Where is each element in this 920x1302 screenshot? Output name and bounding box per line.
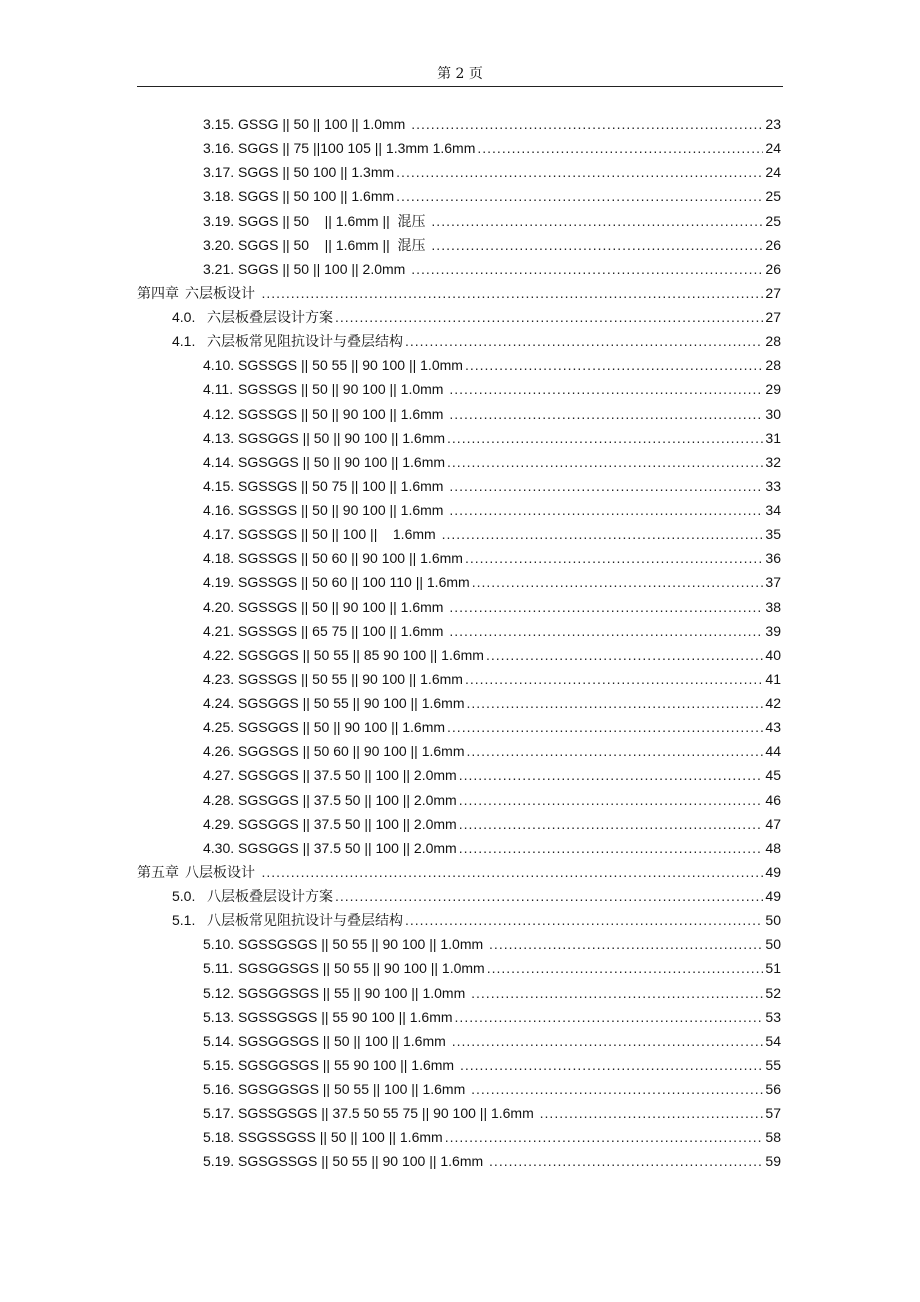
toc-entry-title: SGSGGSGS || 55 90 100 || 1.6mm (238, 1056, 458, 1073)
toc-entry-page-number: 44 (765, 743, 781, 760)
toc-entry-page-number: 56 (765, 1081, 781, 1097)
toc-subsection-entry[interactable] (137, 522, 781, 546)
toc-dot-leader (431, 209, 763, 233)
toc-entry-page-number: 28 (765, 357, 781, 374)
toc-entry-number: 5.10. (203, 936, 235, 953)
toc-dot-leader (396, 184, 763, 208)
toc-entry-title: SGSSGS || 50 || 100 || 1.6mm (238, 526, 440, 543)
toc-dot-leader (465, 353, 763, 377)
toc-dot-leader (466, 691, 763, 715)
toc-chapter-entry[interactable] (137, 860, 781, 884)
toc-subsection-entry[interactable] (137, 353, 781, 377)
toc-entry-title: SGSGGS || 50 55 || 85 90 100 || 1.6mm (238, 646, 484, 663)
toc-subsection-entry[interactable] (137, 546, 781, 570)
toc-entry-title: SGGS || 50 100 || 1.3mm (238, 164, 395, 181)
toc-entry-number: 4.26. (203, 743, 235, 760)
toc-entry-page-number: 26 (765, 236, 781, 253)
toc-subsection-entry[interactable] (137, 836, 781, 860)
toc-entry-number: 4.14. (203, 453, 235, 470)
toc-dot-leader (449, 402, 763, 426)
toc-entry-number: 4.27. (203, 767, 235, 784)
toc-entry-number: 4.22. (203, 646, 235, 663)
toc-entry-number: 3.15. (203, 116, 235, 132)
toc-entry-page-number: 37 (765, 574, 781, 591)
toc-dot-leader (477, 136, 763, 160)
toc-entry-title: SGSSGS || 50 60 || 100 110 || 1.6mm (238, 574, 470, 591)
toc-entry-page-number: 34 (765, 502, 781, 518)
toc-entry-page-number: 27 (765, 309, 781, 325)
toc-dot-leader (396, 160, 763, 184)
toc-entry-title: SGSGGS || 50 55 || 90 100 || 1.6mm (238, 695, 465, 711)
toc-entry-number: 5.13. (203, 1008, 235, 1025)
page-header-text: 第 2 页 (437, 66, 483, 82)
toc-dot-leader (486, 643, 763, 667)
toc-dot-leader (455, 1005, 763, 1029)
toc-entry-number: 4.23. (203, 670, 235, 687)
toc-entry-page-number: 25 (765, 212, 781, 229)
toc-dot-leader (449, 474, 763, 498)
toc-entry-page-number: 25 (765, 188, 781, 205)
page-header (137, 62, 783, 87)
toc-subsection-entry[interactable] (137, 377, 781, 401)
toc-dot-leader (411, 112, 763, 136)
toc-entry-title: 六层板叠层设计方案 (207, 310, 333, 326)
toc-entry-title: SGSGGS || 37.5 50 || 100 || 2.0mm (238, 815, 457, 832)
toc-entry-page-number: 53 (765, 1008, 781, 1025)
toc-entry-page-number: 27 (765, 284, 781, 301)
toc-entry-page-number: 39 (765, 622, 781, 639)
toc-chapter-entry[interactable] (137, 281, 781, 305)
toc-entry-number: 4.30. (203, 839, 235, 856)
toc-entry-title: SGSSGS || 50 60 || 90 100 || 1.6mm (238, 550, 463, 567)
toc-entry-page-number: 29 (765, 381, 781, 398)
toc-subsection-entry[interactable] (137, 1029, 781, 1053)
toc-dot-leader (335, 305, 763, 329)
toc-entry-page-number: 49 (765, 888, 781, 904)
toc-entry-title: SGSGGS || 50 || 90 100 || 1.6mm (238, 719, 446, 736)
toc-subsection-entry[interactable] (137, 667, 781, 691)
toc-dot-leader (459, 812, 763, 836)
toc-entry-title: 六层板常见阻抗设计与叠层结构 (207, 334, 403, 351)
toc-entry-number: 4.13. (203, 429, 235, 446)
toc-dot-leader (447, 426, 763, 450)
toc-entry-number: 5.19. (203, 1153, 235, 1170)
toc-entry-number: 4.24. (203, 695, 235, 711)
toc-dot-leader (459, 836, 763, 860)
toc-dot-leader (471, 1077, 763, 1101)
toc-dot-leader (449, 595, 763, 619)
toc-entry-page-number: 36 (765, 550, 781, 567)
toc-subsection-entry[interactable] (137, 233, 781, 257)
toc-entry-title: SGGS || 50 || 1.6mm || 混压 (238, 236, 430, 253)
toc-entry-number: 4.17. (203, 526, 235, 543)
toc-entry-page-number: 31 (765, 429, 781, 446)
toc-subsection-entry[interactable] (137, 257, 781, 281)
toc-entry-number: 4.0. (172, 309, 196, 325)
toc-dot-leader (405, 329, 763, 353)
toc-entry-page-number: 43 (765, 719, 781, 736)
toc-entry-page-number: 55 (765, 1056, 781, 1073)
toc-entry-number: 4.15. (203, 477, 235, 494)
toc-subsection-entry[interactable] (137, 812, 781, 836)
toc-subsection-entry[interactable] (137, 209, 781, 233)
toc-entry-title: SGSSGS || 50 || 90 100 || 1.6mm (238, 502, 448, 518)
toc-entry-page-number: 24 (765, 140, 781, 157)
toc-subsection-entry[interactable] (137, 1005, 781, 1029)
toc-entry-number: 5.14. (203, 1032, 235, 1049)
toc-entry-page-number: 47 (765, 815, 781, 832)
toc-dot-leader (442, 522, 763, 546)
toc-entry-title: SGSGSSGS || 50 55 || 90 100 || 1.6mm (238, 1153, 488, 1170)
toc-subsection-entry[interactable] (137, 1053, 781, 1077)
toc-entry-title: 八层板叠层设计方案 (207, 889, 333, 905)
toc-entry-number: 5.11. (203, 960, 234, 977)
toc-entry-page-number: 40 (765, 646, 781, 663)
toc-entry-page-number: 50 (765, 936, 781, 953)
toc-subsection-entry[interactable] (137, 932, 781, 956)
toc-entry-title: 八层板设计 (185, 864, 260, 881)
toc-entry-page-number: 24 (765, 164, 781, 181)
toc-entry-title: GSSG || 50 || 100 || 1.0mm (238, 116, 410, 132)
toc-entry-title: SGSGGS || 50 || 90 100 || 1.6mm (238, 453, 446, 470)
toc-dot-leader (489, 932, 763, 956)
toc-entry-page-number: 58 (765, 1129, 781, 1146)
toc-entry-page-number: 35 (765, 526, 781, 543)
toc-entry-title: SGSGGSGS || 50 || 100 || 1.6mm (238, 1032, 450, 1049)
toc-entry-number: 4.1. (172, 333, 196, 350)
toc-entry-number: 5.16. (203, 1081, 235, 1097)
toc-dot-leader (465, 546, 763, 570)
toc-entry-number: 第四章 (137, 285, 179, 302)
toc-entry-page-number: 52 (765, 984, 781, 1001)
toc-entry-page-number: 32 (765, 453, 781, 470)
toc-entry-title: SGSGGS || 37.5 50 || 100 || 2.0mm (238, 839, 457, 856)
toc-subsection-entry[interactable] (137, 1149, 781, 1173)
toc-entry-page-number: 28 (765, 333, 781, 350)
toc-entry-title: SGSGGSGS || 50 55 || 100 || 1.6mm (238, 1081, 470, 1097)
toc-dot-leader (447, 450, 763, 474)
toc-subsection-entry[interactable] (137, 498, 781, 522)
toc-entry-number: 4.16. (203, 502, 235, 518)
toc-entry-title: SGSGGS || 37.5 50 || 100 || 2.0mm (238, 767, 457, 784)
toc-entry-number: 4.18. (203, 550, 235, 567)
toc-dot-leader (487, 956, 763, 980)
toc-dot-leader (466, 739, 763, 763)
toc-dot-leader (261, 281, 763, 305)
toc-entry-page-number: 38 (765, 598, 781, 615)
toc-dot-leader (472, 570, 763, 594)
toc-entry-number: 4.21. (203, 622, 235, 639)
toc-entry-number: 3.16. (203, 140, 235, 157)
toc-subsection-entry[interactable] (137, 595, 781, 619)
toc-entry-number: 4.28. (203, 791, 235, 808)
toc-entry-title: SGSSGS || 50 55 || 90 100 || 1.6mm (238, 670, 463, 687)
toc-subsection-entry[interactable] (137, 450, 781, 474)
toc-entry-title: SGSSGS || 50 || 90 100 || 1.0mm (238, 381, 448, 398)
toc-section-entry[interactable] (137, 908, 781, 932)
toc-section-entry[interactable] (137, 884, 781, 908)
toc-subsection-entry[interactable] (137, 1125, 781, 1149)
toc-entry-number: 4.10. (203, 357, 235, 374)
toc-entry-number: 3.21. (203, 260, 235, 277)
toc-dot-leader (447, 715, 763, 739)
toc-entry-number: 5.1. (172, 912, 196, 929)
toc-dot-leader (465, 667, 763, 691)
toc-entry-number: 5.17. (203, 1105, 235, 1122)
toc-dot-leader (452, 1029, 763, 1053)
toc-subsection-entry[interactable] (137, 184, 781, 208)
toc-dot-leader (405, 908, 763, 932)
toc-entry-page-number: 54 (765, 1032, 781, 1049)
toc-entry-title: 六层板设计 (185, 285, 260, 302)
toc-dot-leader (335, 884, 763, 908)
toc-entry-page-number: 26 (765, 260, 781, 277)
toc-subsection-entry[interactable] (137, 112, 781, 136)
toc-entry-number: 5.18. (203, 1129, 235, 1146)
toc-entry-page-number: 50 (765, 912, 781, 929)
toc-subsection-entry[interactable] (137, 1077, 781, 1101)
toc-entry-number: 4.29. (203, 815, 235, 832)
toc-dot-leader (540, 1101, 763, 1125)
toc-entry-number: 3.18. (203, 188, 235, 205)
toc-entry-number: 3.17. (203, 164, 235, 181)
toc-entry-title: SGGS || 75 ||100 105 || 1.3mm 1.6mm (238, 140, 476, 157)
toc-entry-title: SGSSGSGS || 50 55 || 90 100 || 1.0mm (238, 936, 488, 953)
toc-entry-title: SGSSGS || 50 || 90 100 || 1.6mm (238, 405, 448, 422)
toc-entry-title: SGSSGSGS || 37.5 50 55 75 || 90 100 || 1.6mm (238, 1105, 538, 1122)
toc-entry-number: 5.12. (203, 984, 235, 1001)
toc-dot-leader (449, 619, 763, 643)
toc-subsection-entry[interactable] (137, 402, 781, 426)
toc-entry-number: 4.19. (203, 574, 235, 591)
toc-entry-title: SGGS || 50 100 || 1.6mm (238, 188, 395, 205)
toc-dot-leader (460, 1053, 763, 1077)
toc-entry-number: 5.0. (172, 888, 196, 904)
toc-entry-title: SGSGGS || 37.5 50 || 100 || 2.0mm (238, 791, 457, 808)
toc-dot-leader (489, 1149, 763, 1173)
toc-entry-number: 第五章 (137, 864, 179, 881)
toc-subsection-entry[interactable] (137, 715, 781, 739)
toc-entry-page-number: 59 (765, 1153, 781, 1170)
toc-entry-page-number: 42 (765, 695, 781, 711)
toc-entry-title: SGSGGS || 50 || 90 100 || 1.6mm (238, 429, 446, 446)
toc-entry-title: SGGS || 50 || 1.6mm || 混压 (238, 212, 430, 229)
toc-dot-leader (261, 860, 763, 884)
toc-subsection-entry[interactable] (137, 1101, 781, 1125)
toc-subsection-entry[interactable] (137, 426, 781, 450)
toc-entry-title: SGSSGSGS || 55 90 100 || 1.6mm (238, 1008, 453, 1025)
toc-entry-number: 4.20. (203, 598, 235, 615)
toc-subsection-entry[interactable] (137, 739, 781, 763)
toc-entry-title: SGSSGS || 50 75 || 100 || 1.6mm (238, 477, 448, 494)
toc-entry-title: 八层板常见阻抗设计与叠层结构 (207, 913, 403, 930)
toc-entry-page-number: 45 (765, 767, 781, 784)
toc-entry-number: 4.25. (203, 719, 235, 736)
table-of-contents (137, 112, 781, 1174)
toc-entry-title: SGGSGS || 50 60 || 90 100 || 1.6mm (238, 743, 465, 760)
toc-section-entry[interactable] (137, 305, 781, 329)
toc-entry-page-number: 30 (765, 405, 781, 422)
toc-entry-title: SGSGGSGS || 50 55 || 90 100 || 1.0mm (238, 960, 485, 977)
toc-entry-title: SGSSGS || 50 55 || 90 100 || 1.0mm (238, 357, 463, 374)
toc-subsection-entry[interactable] (137, 570, 781, 594)
toc-entry-number: 3.19. (203, 212, 235, 229)
toc-entry-title: SGGS || 50 || 100 || 2.0mm (238, 260, 410, 277)
toc-entry-page-number: 51 (765, 960, 781, 977)
toc-subsection-entry[interactable] (137, 136, 781, 160)
toc-dot-leader (411, 257, 763, 281)
toc-subsection-entry[interactable] (137, 763, 781, 787)
toc-entry-page-number: 33 (765, 477, 781, 494)
toc-entry-number: 3.20. (203, 236, 235, 253)
toc-dot-leader (445, 1125, 763, 1149)
toc-dot-leader (459, 763, 763, 787)
toc-entry-title: SSGSSGSS || 50 || 100 || 1.6mm (238, 1129, 443, 1146)
toc-dot-leader (471, 981, 763, 1005)
toc-subsection-entry[interactable] (137, 474, 781, 498)
toc-entry-title: SGSSGS || 65 75 || 100 || 1.6mm (238, 622, 448, 639)
toc-section-entry[interactable] (137, 329, 781, 353)
toc-dot-leader (459, 788, 763, 812)
toc-entry-page-number: 48 (765, 839, 781, 856)
toc-entry-number: 5.15. (203, 1056, 235, 1073)
toc-dot-leader (449, 498, 763, 522)
toc-subsection-entry[interactable] (137, 619, 781, 643)
toc-entry-page-number: 23 (765, 116, 781, 132)
toc-entry-number: 4.12. (203, 405, 235, 422)
toc-subsection-entry[interactable] (137, 956, 781, 980)
toc-subsection-entry[interactable] (137, 160, 781, 184)
toc-entry-title: SGSGGSGS || 55 || 90 100 || 1.0mm (238, 984, 470, 1001)
toc-subsection-entry[interactable] (137, 691, 781, 715)
toc-entry-title: SGSSGS || 50 || 90 100 || 1.6mm (238, 598, 448, 615)
toc-entry-page-number: 41 (765, 670, 781, 687)
toc-dot-leader (449, 377, 763, 401)
toc-entry-page-number: 49 (765, 863, 781, 880)
toc-entry-page-number: 46 (765, 791, 781, 808)
toc-entry-page-number: 57 (765, 1105, 781, 1122)
toc-subsection-entry[interactable] (137, 643, 781, 667)
toc-dot-leader (431, 233, 763, 257)
toc-subsection-entry[interactable] (137, 981, 781, 1005)
toc-subsection-entry[interactable] (137, 788, 781, 812)
toc-entry-number: 4.11. (203, 381, 234, 398)
